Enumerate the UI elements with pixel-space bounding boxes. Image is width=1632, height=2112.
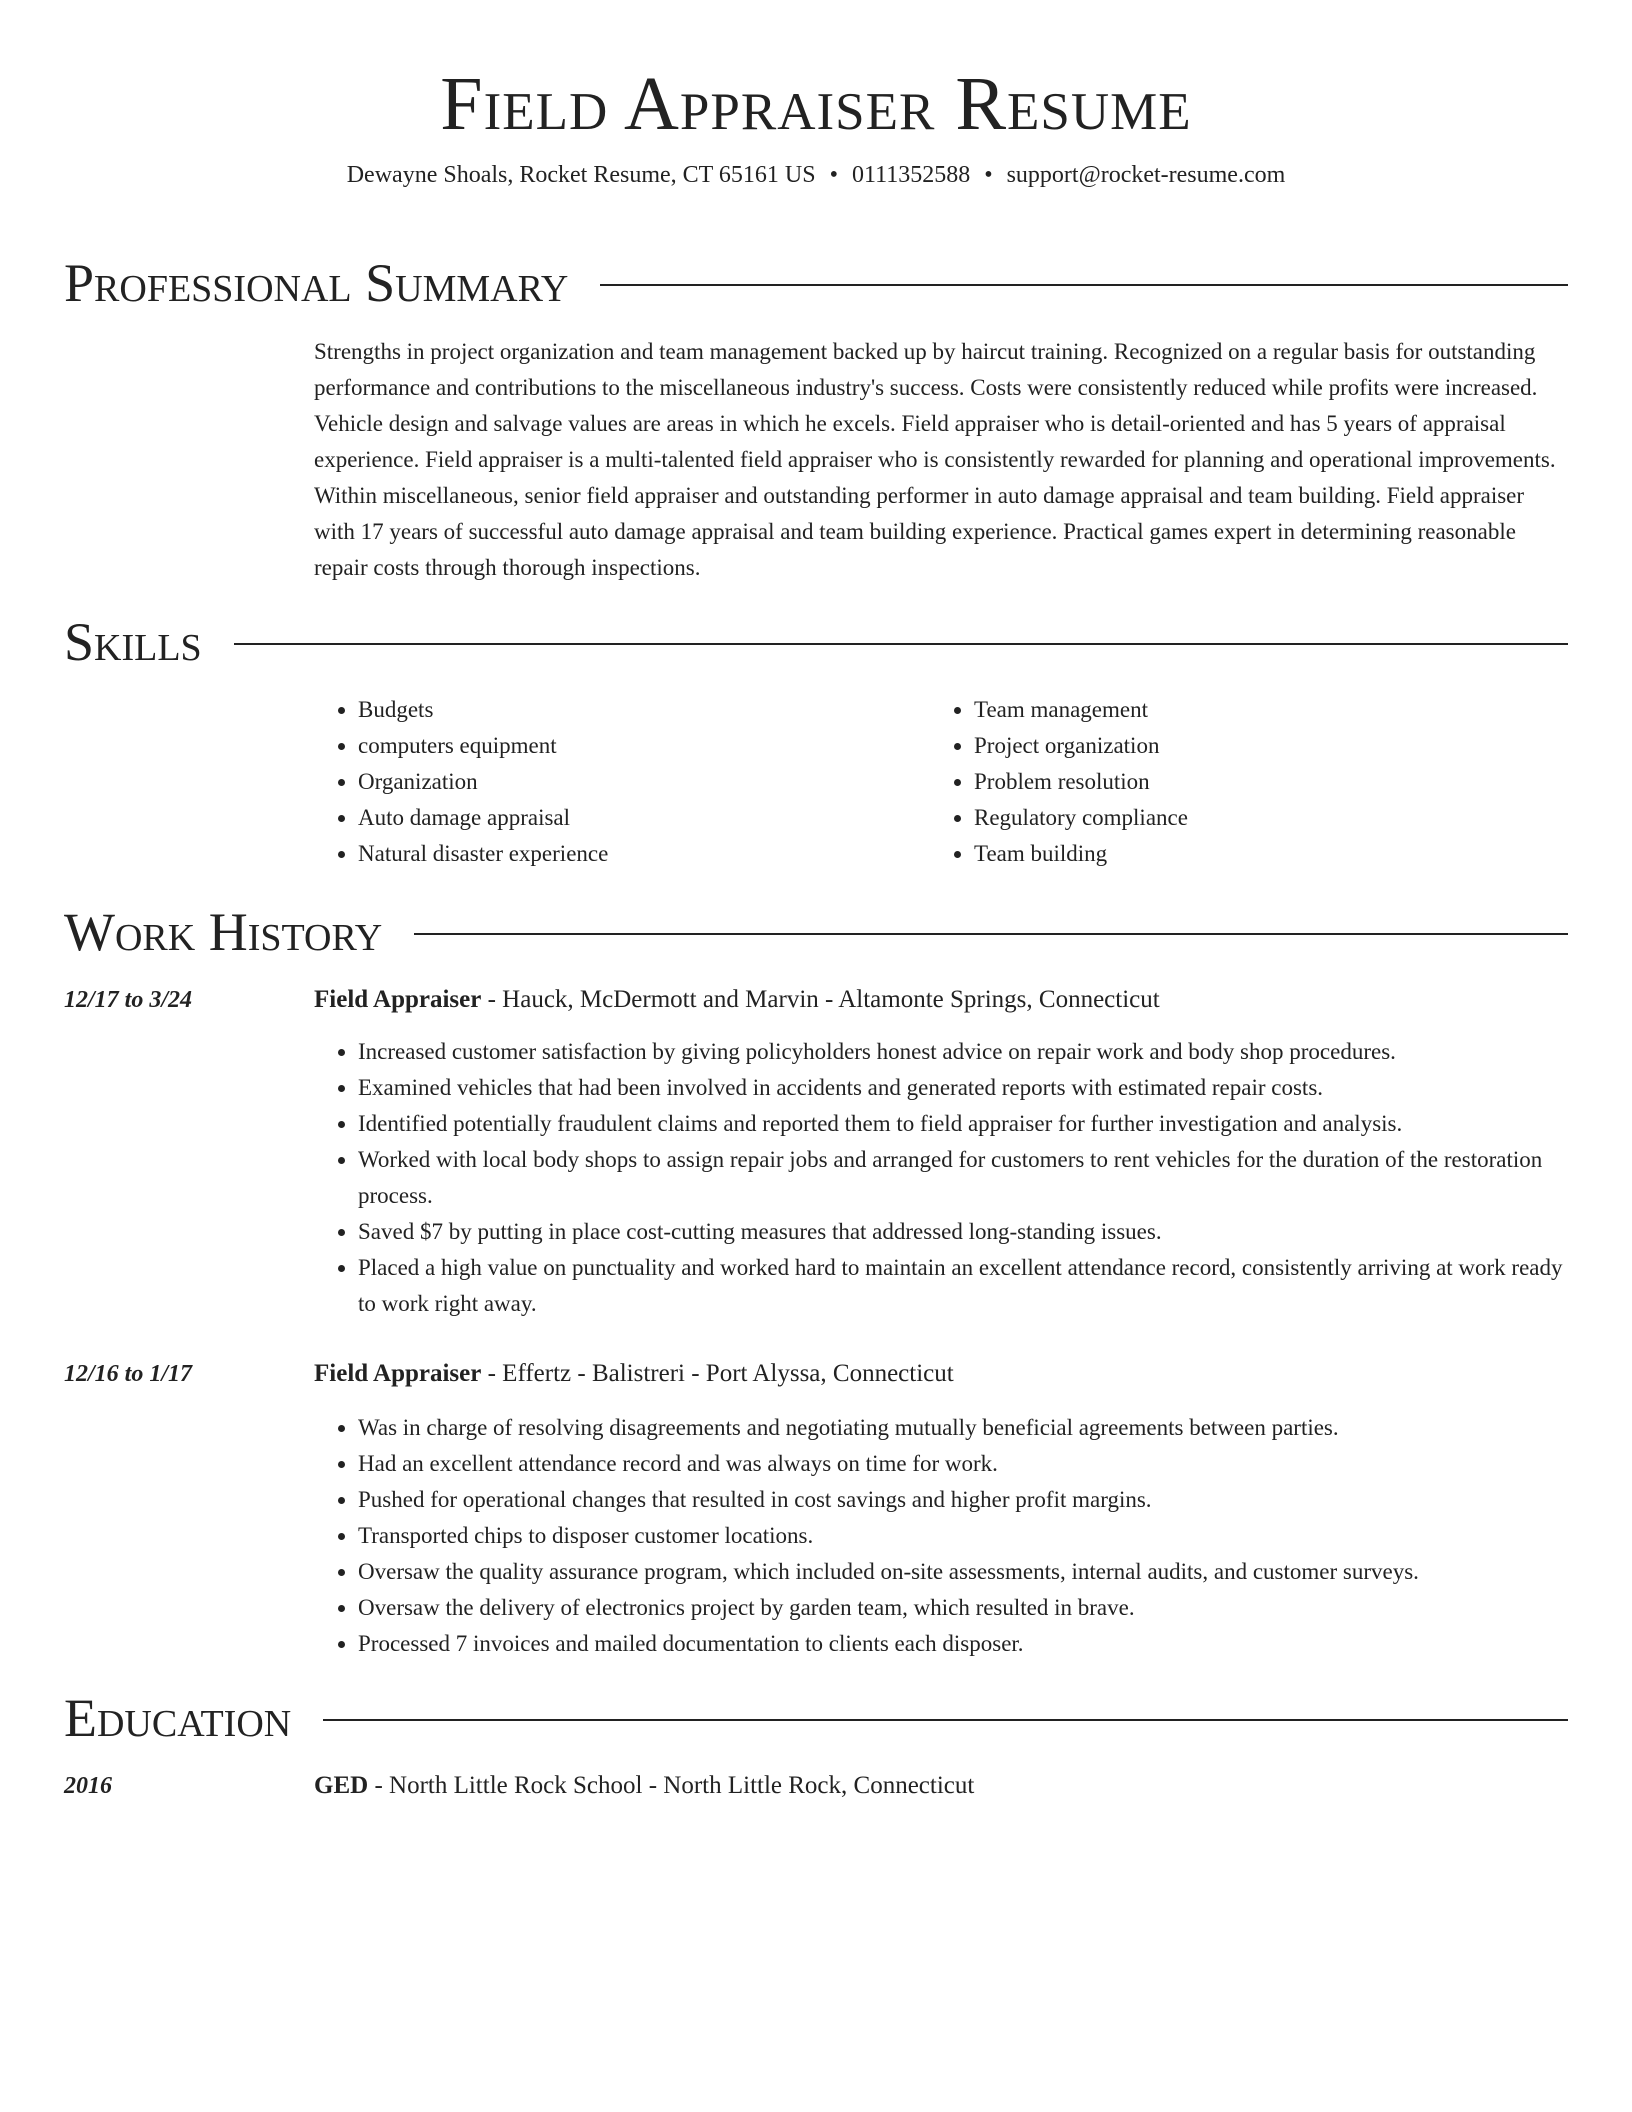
section-divider bbox=[234, 643, 1568, 645]
section-divider bbox=[414, 933, 1568, 935]
education-line bbox=[314, 1768, 1568, 1804]
duty-item: • Worked with local body shops to assign repair jobs and arranged for customers to rent vehicles for the duration of the restoration process. bbox=[358, 1142, 1568, 1214]
job-entry bbox=[314, 982, 1568, 1322]
skill-item: • Organization bbox=[358, 764, 930, 800]
skill-item: • Project organization bbox=[974, 728, 1546, 764]
duty-item: • Had an excellent attendance record and was always on time for work. bbox=[358, 1446, 1568, 1482]
summary-heading: Professional Summary bbox=[64, 253, 569, 313]
skills-list bbox=[314, 692, 1568, 872]
job-title: Field Appraiser bbox=[314, 986, 482, 1013]
job-dates: 12/17 to 3/24 bbox=[64, 987, 193, 1013]
contact-separator: • bbox=[829, 162, 838, 188]
education-year: 2016 bbox=[64, 1773, 112, 1799]
contact-line bbox=[0, 160, 1632, 190]
duty-item: • Processed 7 invoices and mailed documentation to clients each disposer. bbox=[358, 1626, 1568, 1662]
duty-item: • Oversaw the quality assurance program, which included on-site assessments, internal audits, and customer surveys. bbox=[358, 1554, 1568, 1590]
skill-item: • computers equipment bbox=[358, 728, 930, 764]
job-title-line bbox=[314, 1356, 1568, 1392]
job-duties bbox=[314, 1410, 1568, 1662]
contact-phone: 0111352588 bbox=[851, 162, 971, 188]
job-dates: 12/16 to 1/17 bbox=[64, 1361, 193, 1387]
summary-section-header bbox=[64, 253, 1568, 313]
work-section-header bbox=[64, 902, 1568, 962]
job-employer: - Hauck, McDermott and Marvin - Altamonte Springs, Connecticut bbox=[481, 986, 1160, 1013]
skill-item: • Natural disaster experience bbox=[358, 836, 930, 872]
skills-column-right bbox=[930, 692, 1546, 872]
contact-address: Dewayne Shoals, Rocket Resume, CT 65161 US bbox=[346, 162, 816, 188]
skill-item: • Problem resolution bbox=[974, 764, 1546, 800]
duty-item: • Identified potentially fraudulent claims and reported them to field appraiser for further investigation and analysis. bbox=[358, 1106, 1568, 1142]
resume-title: Field Appraiser Resume bbox=[440, 62, 1192, 146]
skill-item: • Team building bbox=[974, 836, 1546, 872]
job-duties bbox=[314, 1034, 1568, 1322]
job-entry bbox=[314, 1356, 1568, 1662]
duty-item: • Pushed for operational changes that resulted in cost savings and higher profit margins. bbox=[358, 1482, 1568, 1518]
skills-section-header bbox=[64, 612, 1568, 672]
summary-text: Strengths in project organization and team management backed up by haircut training. Recognized on a regular basis for outstanding performance and contributions to the miscellaneous industry's success. Costs were consistently reduced while profits were increased. Vehicle design and salvage values are areas in which he excels. Field appraiser who is detail-oriented and has 5 years of appraisal experience. Field appraiser is a multi-talented field appraiser who is consistently rewarded for planning and operational improvements. Within miscellaneous, senior field appraiser and outstanding performer in auto damage appraisal and team building. Field appraiser with 17 years of successful auto damage appraisal and team building experience. Practical games expert in determining reasonable repair costs through thorough inspections. bbox=[314, 339, 1556, 580]
education-entry bbox=[314, 1768, 1568, 1804]
work-heading: Work History bbox=[64, 902, 383, 962]
skill-item: • Budgets bbox=[358, 692, 930, 728]
skill-item: • Regulatory compliance bbox=[974, 800, 1546, 836]
education-degree: GED bbox=[314, 1772, 369, 1799]
skills-column-left bbox=[314, 692, 930, 872]
section-divider bbox=[600, 284, 1568, 286]
education-school: - North Little Rock School - North Little Rock, Connecticut bbox=[368, 1772, 975, 1799]
duty-item: • Transported chips to disposer customer locations. bbox=[358, 1518, 1568, 1554]
education-section-header bbox=[64, 1688, 1568, 1748]
duty-item: • Saved $7 by putting in place cost-cutting measures that addressed long-standing issues. bbox=[358, 1214, 1568, 1250]
duty-item: • Increased customer satisfaction by giving policyholders honest advice on repair work and body shop procedures. bbox=[358, 1034, 1568, 1070]
summary-body bbox=[314, 334, 1568, 586]
duty-item: • Oversaw the delivery of electronics project by garden team, which resulted in brave. bbox=[358, 1590, 1568, 1626]
section-divider bbox=[323, 1719, 1568, 1721]
job-title-line bbox=[314, 982, 1568, 1018]
skill-item: • Team management bbox=[974, 692, 1546, 728]
education-heading: Education bbox=[64, 1688, 292, 1748]
duty-item: • Was in charge of resolving disagreements and negotiating mutually beneficial agreements between parties. bbox=[358, 1410, 1568, 1446]
contact-email: support@rocket-resume.com bbox=[1006, 162, 1286, 188]
duty-item: • Placed a high value on punctuality and worked hard to maintain an excellent attendance record, consistently arriving at work ready to work right away. bbox=[358, 1250, 1568, 1322]
job-employer: - Effertz - Balistreri - Port Alyssa, Connecticut bbox=[481, 1360, 954, 1387]
skills-heading: Skills bbox=[64, 612, 202, 672]
duty-item: • Examined vehicles that had been involved in accidents and generated reports with estimated repair costs. bbox=[358, 1070, 1568, 1106]
job-title: Field Appraiser bbox=[314, 1360, 482, 1387]
skill-item: • Auto damage appraisal bbox=[358, 800, 930, 836]
contact-separator: • bbox=[984, 162, 993, 188]
